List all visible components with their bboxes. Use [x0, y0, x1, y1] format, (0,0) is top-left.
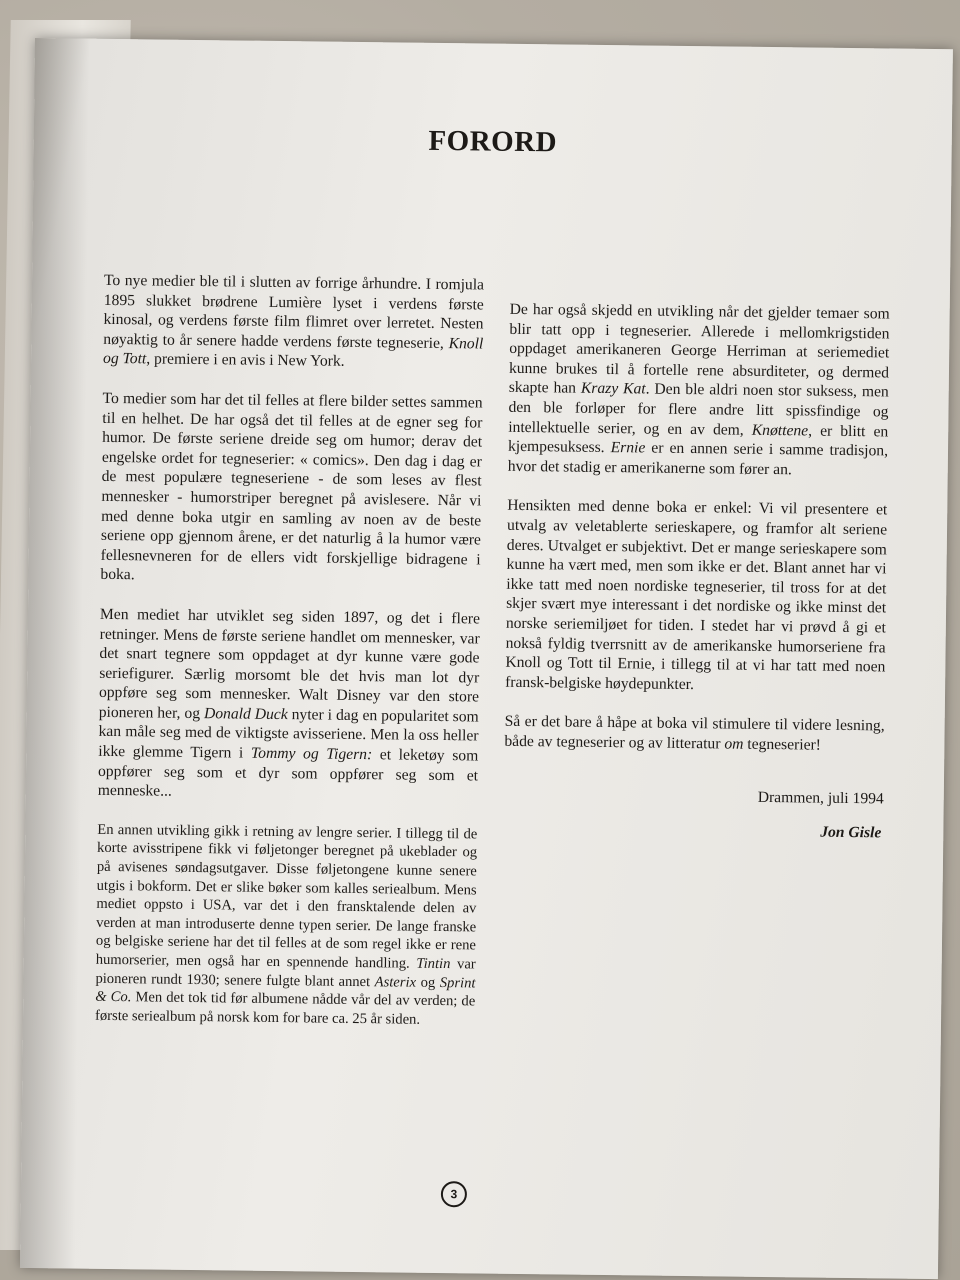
- paragraph: [103, 271, 484, 374]
- author-signature: Jon Gisle: [820, 823, 882, 842]
- book-page: [20, 38, 953, 1279]
- text-run: Men mediet har utviklet seg siden 1897, og det i flere retninger. Mens de første seriene handlet om mennesker, var det snart tegnere som oppdaget at dyr kunne være gode seriefigurer. Særlig morsomt ble det hvis man lot dyr oppføre seg som mennesker. Walt Disney var den store pioneren her, og: [98, 605, 481, 722]
- paragraph: [505, 496, 887, 697]
- paragraph: [98, 605, 480, 806]
- italic-title: Donald Duck: [203, 704, 288, 724]
- text-run: et leketøy som oppfører seg som et dyr som oppfører seg som et menneske...: [97, 746, 479, 800]
- text-run: Men det tok tid før albumene nådde vår del av verden; de første seriealbum på norsk kom for bare ca. 25 år siden.: [94, 989, 476, 1028]
- italic-title: Krazy Kat: [580, 380, 646, 398]
- text-run: To medier som har det til felles at flere bilder settes sammen til en helhet. De har også det til felles at de egner seg for humor. De første seriene dreide seg om humor; derav det engelske ordet for tegneserier: « comics». Den dag i dag er de mest populære tegneseriene - de som leses av flest mennesker - humorstriper beregnet på avislesere. Når vi med denne boka utgir en samling av noen av de beste seriene opp gjennom årene, er det naturlig å la humor være fellesnevneren for de ellers vidt forskjellige bidragene i boka.: [100, 389, 483, 584]
- text-run: Hensikten med denne boka er enkel: Vi vil presentere et utvalg av veletablerte serieskapere, og framfor alt seriene deres. Utvalget er subjektivt. Det er mange serieskapere som kunne ha vært med, men som ikke er det. Blant annet har vi ikke tatt med noen nordiske tegneserier, til tross for at det skjer svært mye interessant i det nordiske og ikke minst det norske seriemiljøet for tiden. I stedet har vi prøvd å gi et nokså fyldig tverrsnitt av de amerikanske humorseriene fra Knoll og Tott til Ernie, i tillegg til at vi har tatt med noen fransk-belgiske høydepunkter.: [505, 497, 888, 693]
- text-run: . Den ble aldri noen stor suksess, men den ble forløper for flere andre litt spissfindige og intellektuelle serier, og en av dem,: [508, 380, 889, 439]
- page-number: 3: [441, 1181, 467, 1207]
- italic-title: Tommy og Tigern:: [250, 744, 373, 764]
- paragraph: [508, 300, 890, 481]
- text-run: En annen utvikling gikk i retning av lengre serier. I tillegg til de korte avisstripene fikk vi føljetonger beregnet på ukeblader og på avisenes søndagsutgaver. Disse føljetongene kunne senere utgis i bokform. Det er slike bøker som kalles seriealbum. Mens mediet oppsto i USA, var det i den fransktalende delen av verden at man introduserte denne typen serier. De lange franske og belgiske seriene har det til felles at de som regel ikke er rene humorserier, men også har en spennende handling.: [95, 821, 478, 972]
- italic-title: Knøttene: [751, 421, 809, 440]
- text-run: var pioneren rundt 1930; senere fulgte blant annet: [95, 956, 476, 990]
- italic-title: Tintin: [416, 955, 451, 973]
- page-title: FORORD: [428, 124, 558, 159]
- italic-title: om: [724, 735, 744, 753]
- paragraph: [95, 821, 477, 1030]
- text-run: nyter i dag en popularitet som kan måle seg med de viktigste avisseriene. Men la oss heller ikke glemme Tigern i: [98, 706, 479, 762]
- text-run: er en annen serie i samme tradisjon, hvor det stadig er amerikanerne som fører an.: [507, 439, 889, 479]
- paragraph: [504, 712, 884, 756]
- text-run: To nye medier ble til i slutten av forrige århundre. I romjula 1895 slukket brødrene Lumière lyset i verdens første kinosal, og verdens første film flimret over lerretet. Nesten nøyaktig to år senere hadde verdens første tegneserie,: [103, 271, 485, 352]
- left-column: [95, 271, 484, 1050]
- text-run: tegneserier!: [743, 735, 822, 754]
- right-column: [503, 300, 890, 843]
- italic-title: Knoll og Tott: [102, 334, 484, 368]
- italic-title: Asterix: [374, 973, 417, 991]
- text-run: Så er det bare å håpe at boka vil stimulere til videre lesning, både av tegneserier og av litteratur: [504, 713, 885, 753]
- place-date: Drammen, juli 1994: [757, 789, 884, 808]
- text-run: De har også skjedd en utvikling når det gjelder temaer som blir tatt opp i tegneserier. Allerede i mellomkrigstiden oppdaget amerikaneren George Herriman at seriemediet kunne brukes til å fortelle rene absurditeter, og dermed skapte han: [508, 300, 890, 398]
- text-run: , premiere i en avis i New York.: [146, 350, 345, 371]
- text-run: og: [415, 974, 440, 991]
- paragraph: [100, 389, 482, 590]
- italic-title: Sprint & Co.: [95, 974, 476, 1006]
- italic-title: Ernie: [610, 439, 646, 457]
- text-run: , er blitt en kjempesuksess.: [507, 422, 889, 457]
